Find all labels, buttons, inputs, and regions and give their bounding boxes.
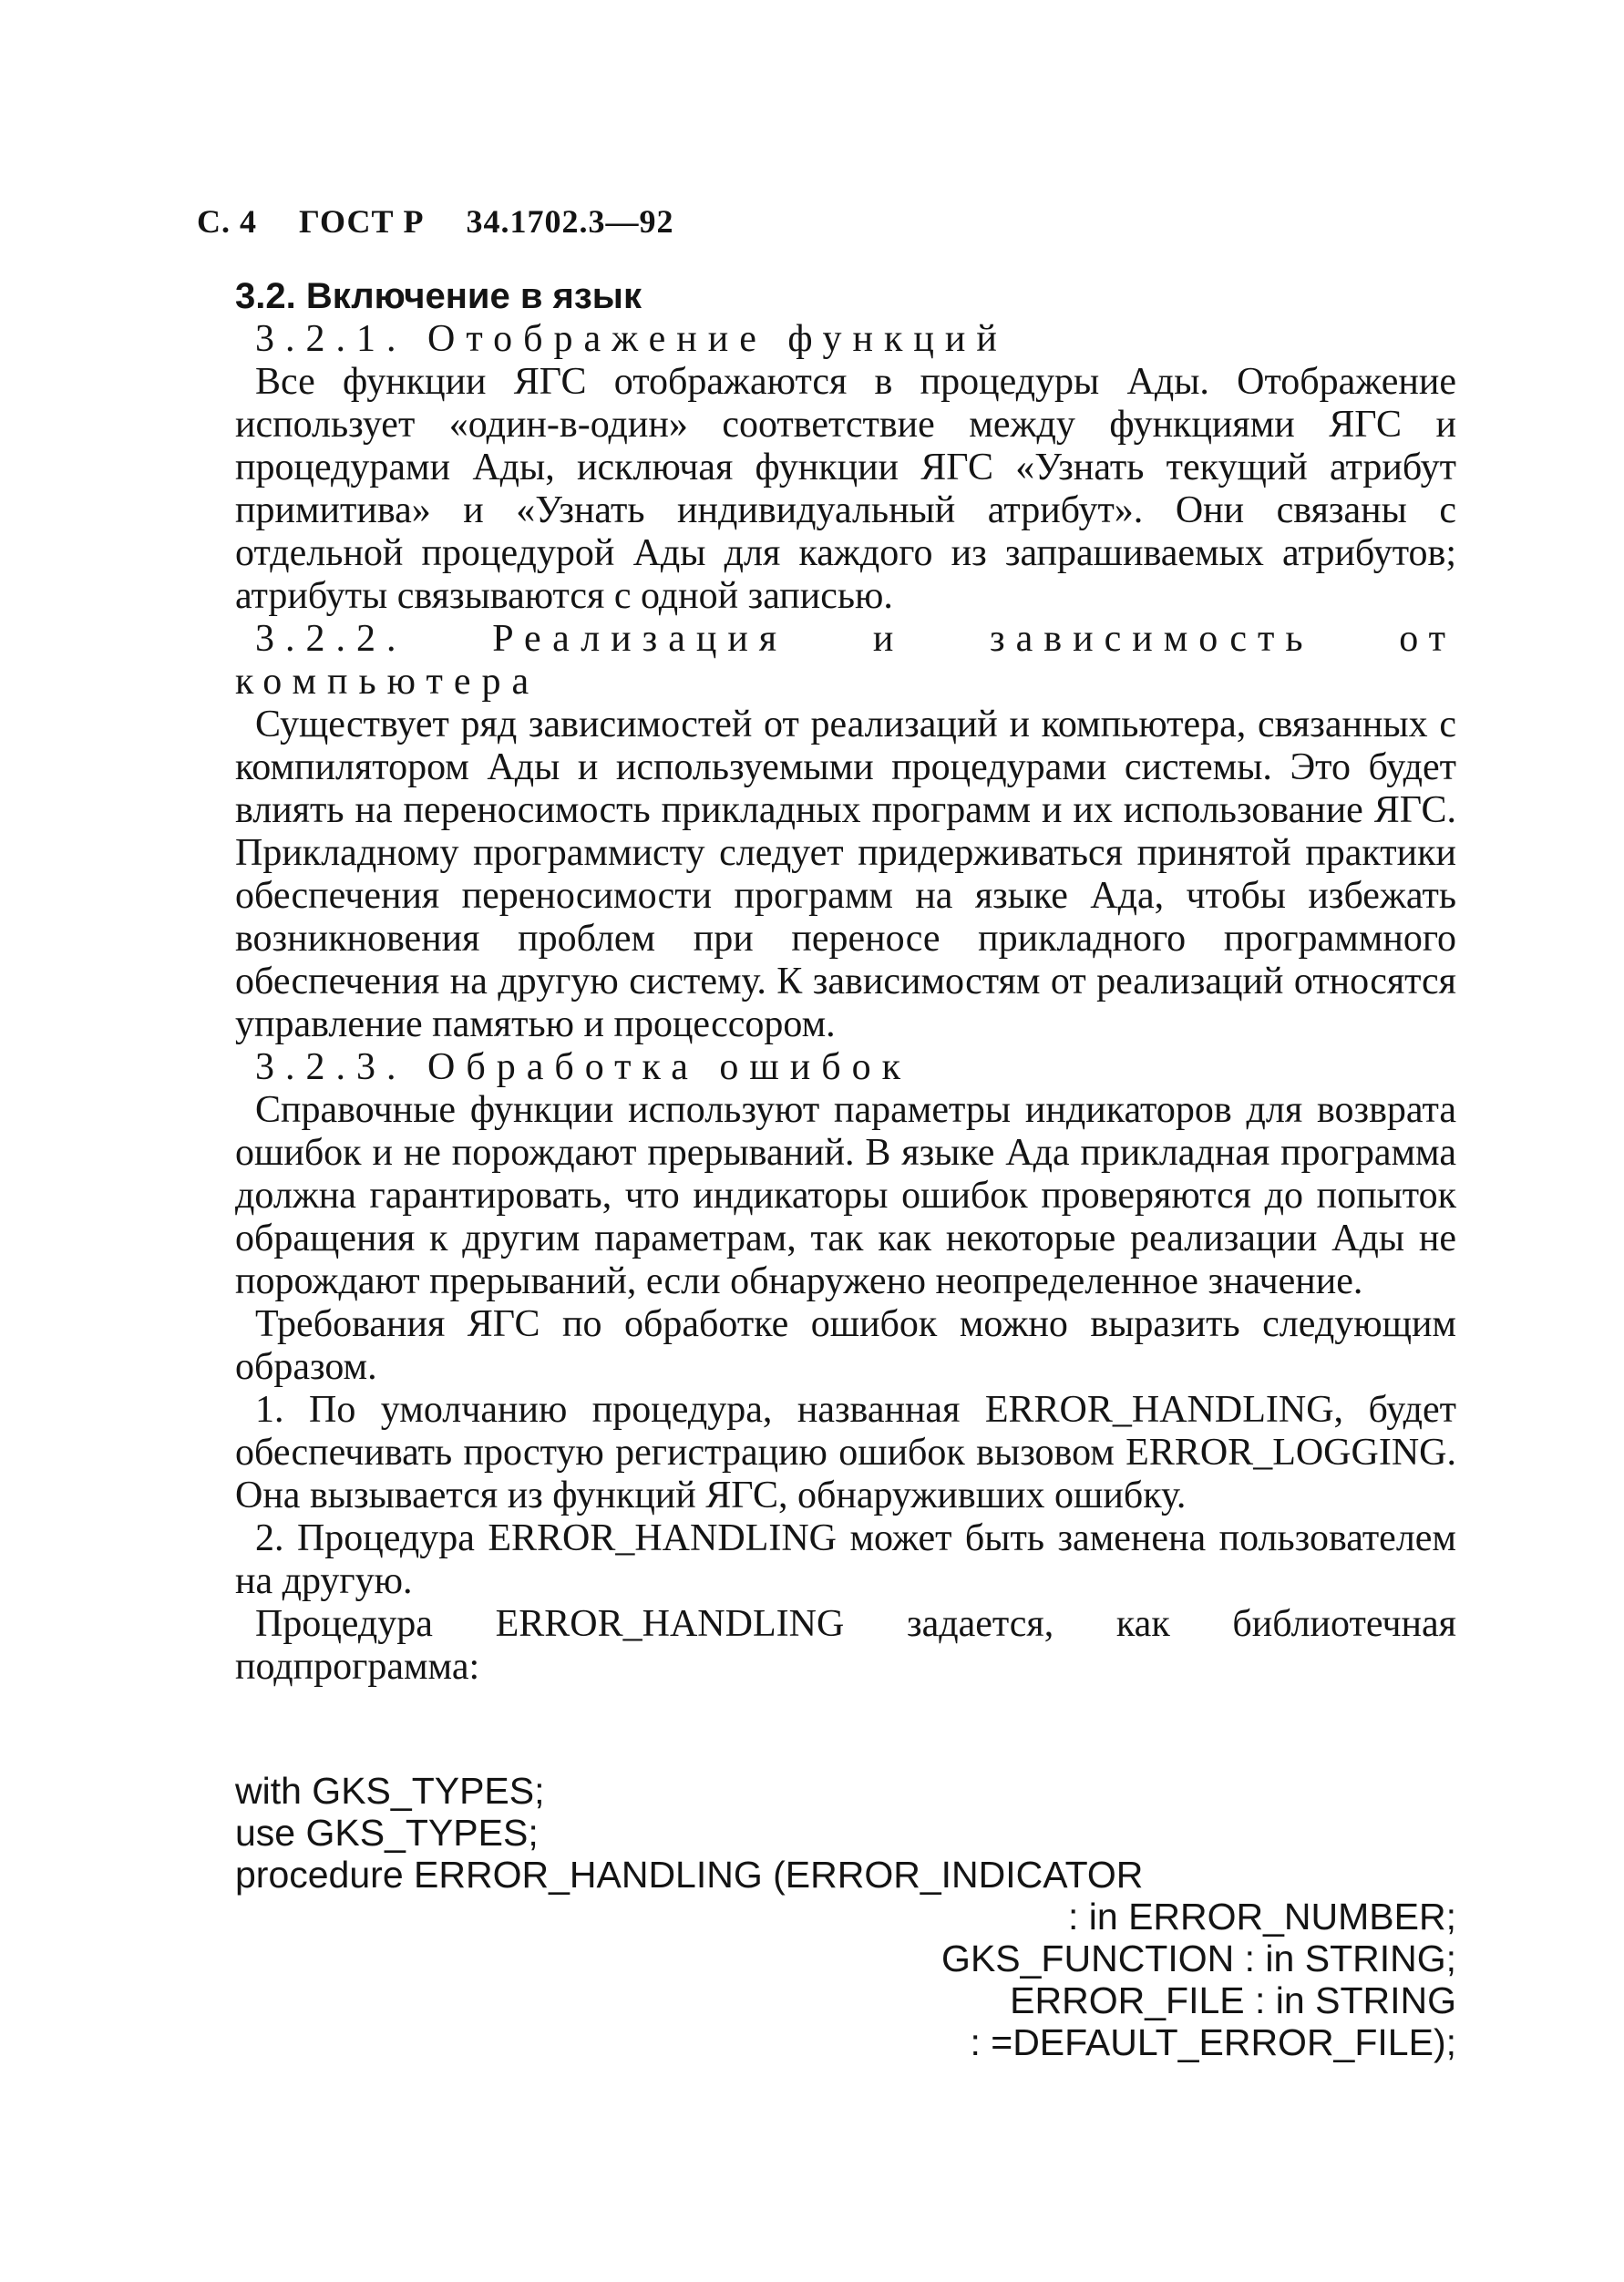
section-3-2-2-heading: 3.2.2. Реализация и зависимость от компьютера	[235, 618, 1456, 703]
section-3-2-1-heading: 3.2.1. Отображение функций	[255, 318, 1008, 360]
code-block	[235, 1770, 1456, 2063]
standard-label: ГОСТ Р	[299, 203, 425, 240]
code-line: use GKS_TYPES;	[235, 1812, 539, 1854]
code-line: : =DEFAULT_ERROR_FILE);	[970, 2021, 1456, 2063]
section-3-2-heading: 3.2. Включение в язык	[235, 276, 642, 316]
page-header	[197, 202, 706, 241]
code-line: procedure ERROR_HANDLING (ERROR_INDICATOR	[235, 1854, 1144, 1896]
body-text	[235, 275, 1456, 1689]
standard-number: 34.1702.3—92	[466, 203, 674, 240]
section-3-2-2-paragraph: Существует ряд зависимостей от реализаций и компьютера, связанных с компилятором Ады и используемыми процедурами системы. Это будет влиять на переносимость прикладных программ и их использование ЯГС. Прикладному программисту следует придерживаться принятой практики обеспечения переносимости программ на языке Ада, чтобы избежать возникновения проблем при переносе прикладного программного обеспечения на другую систему. К зависимостям от реализаций относятся управление памятью и процессором.	[235, 704, 1456, 1045]
section-3-2-3-paragraph-2: Требования ЯГС по обработке ошибок можно выразить следующим образом.	[235, 1303, 1456, 1388]
code-line: ERROR_FILE : in STRING	[1010, 1979, 1456, 2021]
code-line: GKS_FUNCTION : in STRING;	[941, 1938, 1456, 1979]
code-line: with GKS_TYPES;	[235, 1770, 545, 1812]
list-item-2: 2. Процедура ERROR_HANDLING может быть заменена пользователем на другую.	[235, 1517, 1456, 1602]
section-3-2-3-paragraph-1: Справочные функции используют параметры индикаторов для возврата ошибок и не порождают прерываний. В языке Ада прикладная программа должна гарантировать, что индикаторы ошибок проверяются до попыток обращения к другим параметрам, так как некоторые реализации Ады не порождают прерываний, если обнаружено неопределенное значение.	[235, 1089, 1456, 1302]
section-3-2-3-paragraph-3: Процедура ERROR_HANDLING задается, как библиотечная подпрограмма:	[235, 1603, 1456, 1688]
page-number: С. 4	[197, 203, 257, 240]
section-3-2-1-paragraph: Все функции ЯГС отображаются в процедуры Ады. Отображение использует «один-в-один» соответствие между функциями ЯГС и процедурами Ады, исключая функции ЯГС «Узнать текущий атрибут примитива» и «Узнать индивидуальный атрибут». Они связаны с отдельной процедурой Ады для каждого из запрашиваемых атрибутов; атрибуты связываются с одной записью.	[235, 361, 1456, 617]
code-line: : in ERROR_NUMBER;	[1067, 1896, 1456, 1938]
section-3-2-3-heading: 3.2.3. Обработка ошибок	[255, 1046, 912, 1088]
list-item-1: 1. По умолчанию процедура, названная ERROR_HANDLING, будет обеспечивать простую регистрацию ошибок вызовом ERROR_LOGGING. Она вызывается из функций ЯГС, обнаруживших ошибку.	[235, 1389, 1456, 1516]
